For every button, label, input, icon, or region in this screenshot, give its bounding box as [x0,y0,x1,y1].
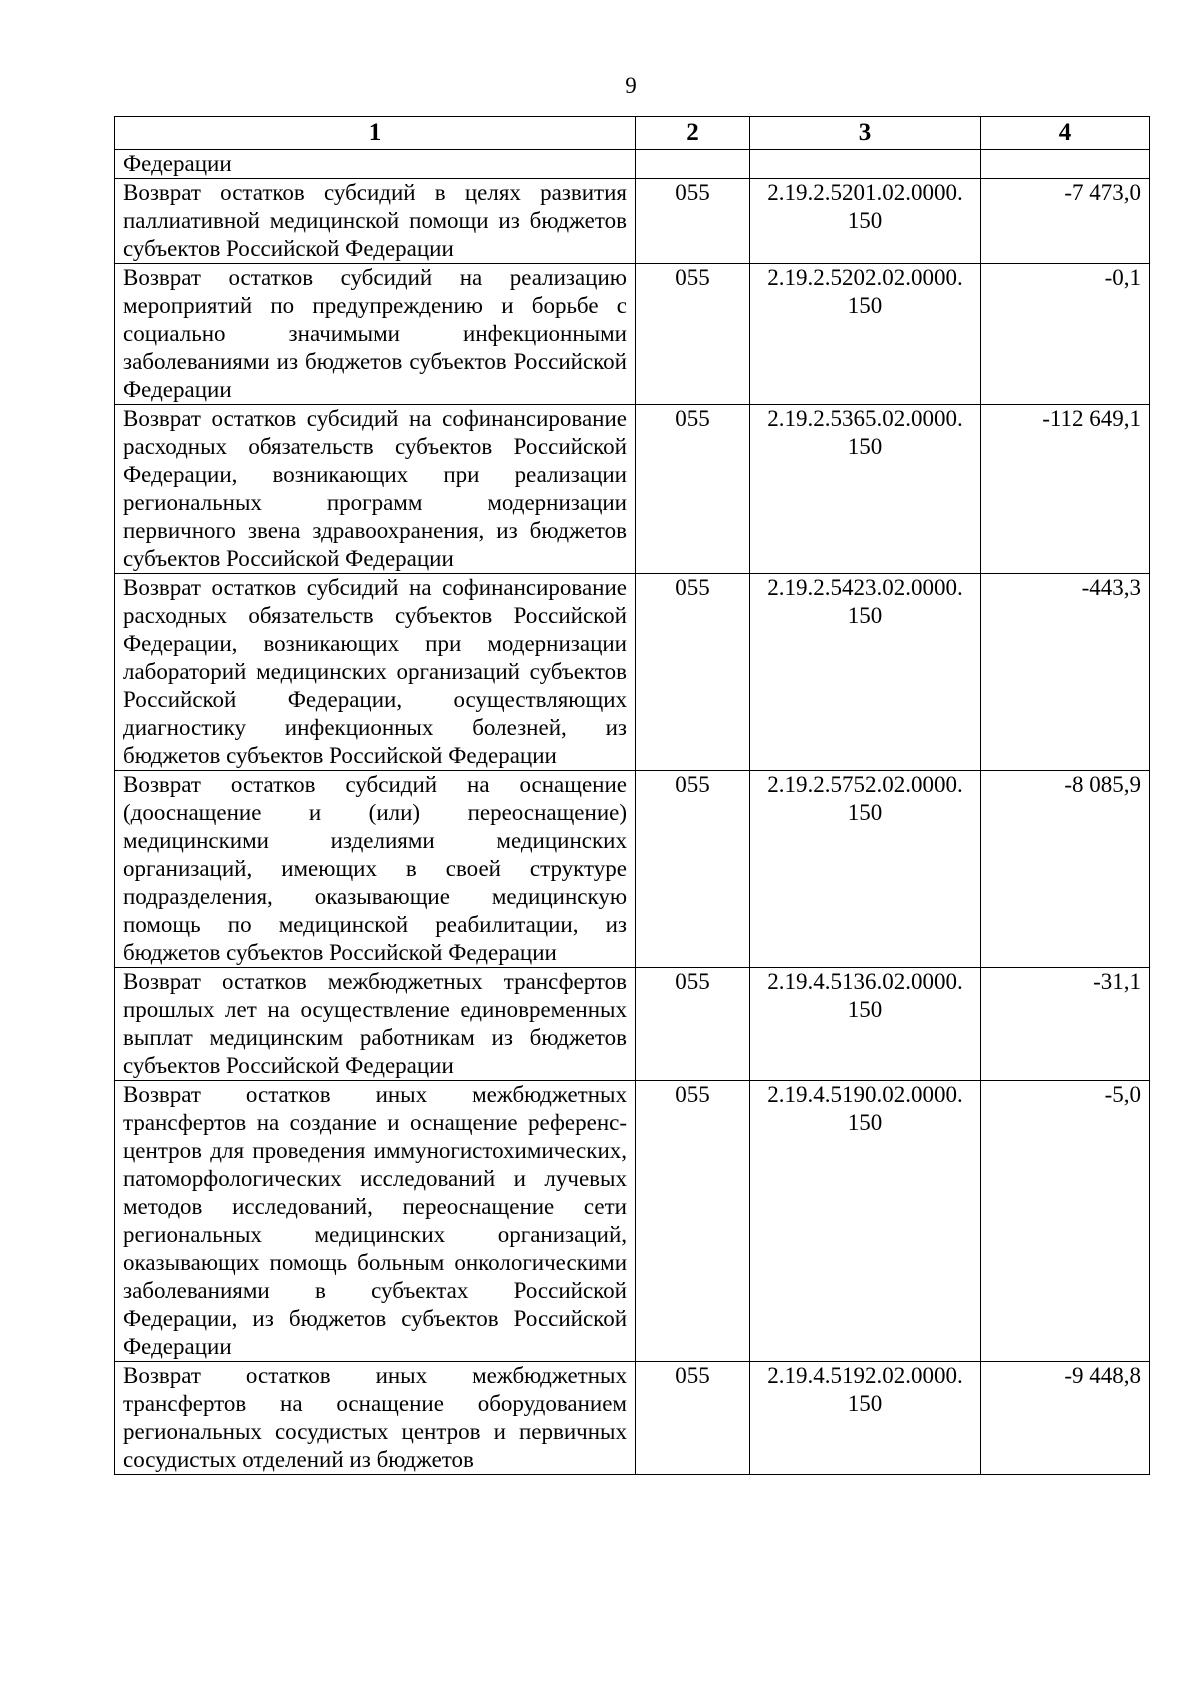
row-admin-code: 055 [636,179,750,264]
row-amount: -0,1 [981,264,1150,405]
row-description: Возврат остатков иных межбюджетных трансфертов на создание и оснащение референс-центров для проведения иммуногистохимических, патоморфологических исследований и лучевых методов исследований, переоснащение сети региональных медицинских организаций, оказывающих помощь больным онкологическими заболеваниями в субъектах Российской Федерации, из бюджетов субъектов Российской Федерации [115,1081,636,1362]
row-budget-code: 2.19.2.5423.02.0000. 150 [750,574,981,771]
row-description: Возврат остатков субсидий на реализацию мероприятий по предупреждению и борьбе с социально значимыми инфекционными заболеваниями из бюджетов субъектов Российской Федерации [115,264,636,405]
table-row [115,574,1150,771]
table-row [115,179,1150,264]
row-description: Возврат остатков субсидий на софинансирование расходных обязательств субъектов Российской Федерации, возникающих при модернизации лабораторий медицинских организаций субъектов Российской Федерации, осуществляющих диагностику инфекционных болезней, из бюджетов субъектов Российской Федерации [115,574,636,771]
row-admin-code: 055 [636,968,750,1081]
row-admin-code: 055 [636,771,750,968]
table-row [115,771,1150,968]
row-description: Возврат остатков субсидий на софинансирование расходных обязательств субъектов Российской Федерации, возникающих при реализации региональных программ модернизации первичного звена здравоохранения, из бюджетов субъектов Российской Федерации [115,405,636,574]
row-amount: -7 473,0 [981,179,1150,264]
column-header-4: 4 [981,117,1150,150]
row-amount: -8 085,9 [981,771,1150,968]
row-amount: -9 448,8 [981,1362,1150,1475]
row-description: Возврат остатков иных межбюджетных трансфертов на оснащение оборудованием региональных сосудистых центров и первичных сосудистых отделений из бюджетов [115,1362,636,1475]
row-budget-code: 2.19.4.5136.02.0000. 150 [750,968,981,1081]
column-header-3: 3 [750,117,981,150]
header-row [115,117,1150,150]
row-admin-code: 055 [636,574,750,771]
budget-table [114,116,1150,1475]
row-budget-code: 2.19.2.5202.02.0000. 150 [750,264,981,405]
row-budget-code: 2.19.2.5365.02.0000. 150 [750,405,981,574]
row-amount [981,150,1150,179]
column-header-2: 2 [636,117,750,150]
table-row [115,405,1150,574]
row-admin-code: 055 [636,405,750,574]
row-budget-code: 2.19.4.5192.02.0000. 150 [750,1362,981,1475]
row-admin-code: 055 [636,1081,750,1362]
table-row [115,264,1150,405]
row-description: Федерации [115,150,636,179]
row-admin-code [636,150,750,179]
row-amount: -112 649,1 [981,405,1150,574]
row-budget-code [750,150,981,179]
row-admin-code: 055 [636,1362,750,1475]
row-amount: -443,3 [981,574,1150,771]
row-description: Возврат остатков субсидий на оснащение (дооснащение и (или) переоснащение) медицинскими изделиями медицинских организаций, имеющих в своей структуре подразделения, оказывающие медицинскую помощь по медицинской реабилитации, из бюджетов субъектов Российской Федерации [115,771,636,968]
row-description: Возврат остатков межбюджетных трансфертов прошлых лет на осуществление единовременных выплат медицинским работникам из бюджетов субъектов Российской Федерации [115,968,636,1081]
table-row [115,968,1150,1081]
row-budget-code: 2.19.2.5201.02.0000. 150 [750,179,981,264]
page-number: 9 [625,73,637,98]
table-row [115,1081,1150,1362]
row-amount: -5,0 [981,1081,1150,1362]
row-admin-code: 055 [636,264,750,405]
table-row [115,150,1150,179]
row-budget-code: 2.19.4.5190.02.0000. 150 [750,1081,981,1362]
column-header-1: 1 [115,117,636,150]
table-row [115,1362,1150,1475]
row-description: Возврат остатков субсидий в целях развития паллиативной медицинской помощи из бюджетов субъектов Российской Федерации [115,179,636,264]
row-budget-code: 2.19.2.5752.02.0000. 150 [750,771,981,968]
row-amount: -31,1 [981,968,1150,1081]
